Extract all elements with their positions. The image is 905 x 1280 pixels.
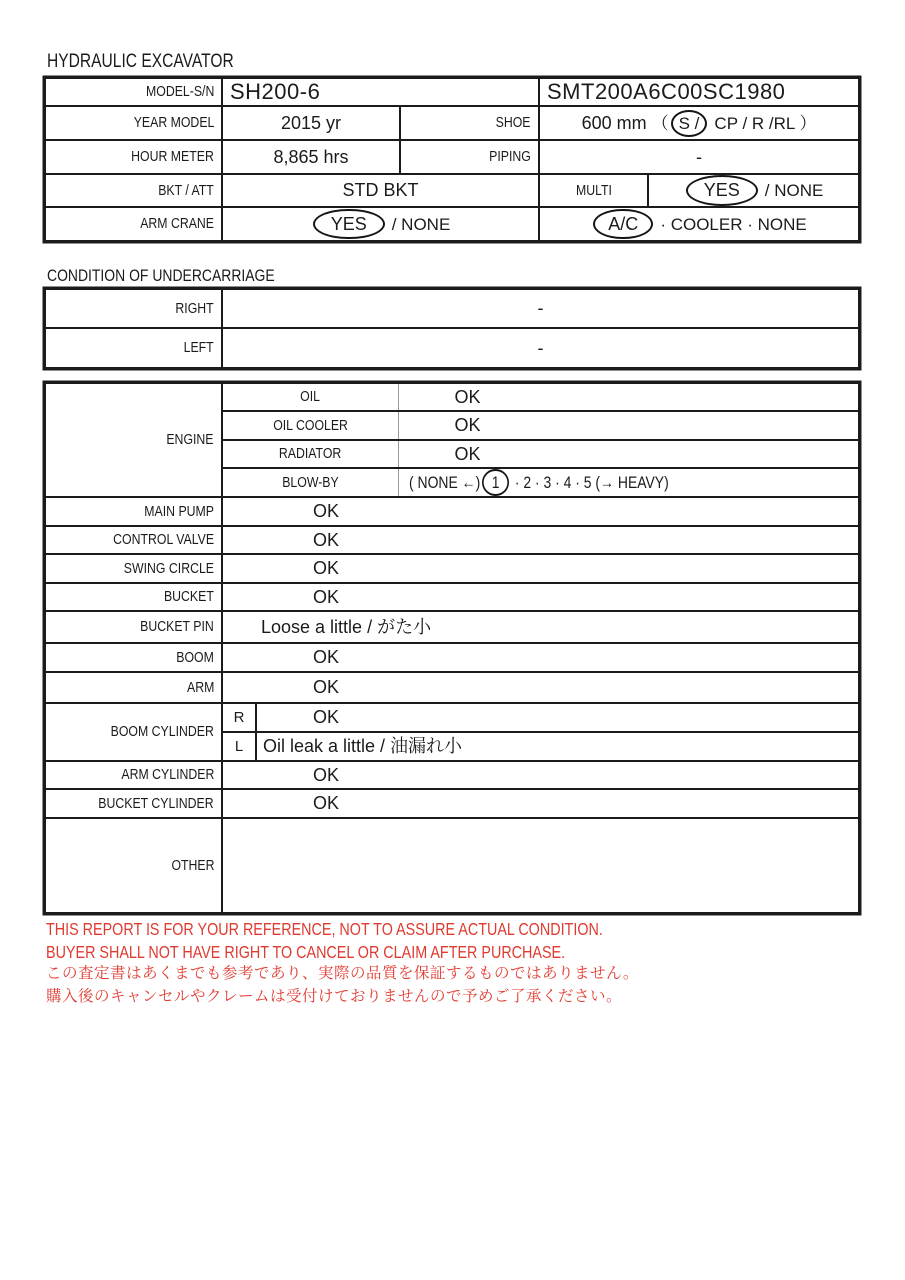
left-track-label: LEFT [45,328,222,368]
serial-value: SMT200A6C00SC1980 [539,78,859,106]
piping-value: - [539,140,859,174]
circled-shoe-option: S / [671,110,708,138]
engine-oil-row [45,383,859,411]
table-row [45,761,859,789]
table-row [45,328,859,368]
spec-row-year-shoe [45,106,859,140]
swing-circle-value: OK [222,554,859,583]
engine-radiator-value: OK [398,440,859,468]
table-row [45,289,859,328]
right-track-value: - [222,289,859,328]
other-label: OTHER [45,818,222,913]
right-track-label: RIGHT [45,289,222,328]
boom-cylinder-l-value: Oil leak a little / 油漏れ小 [256,732,859,761]
blowby-scale: ( NONE ←) 1 · 2 · 3 · 4 · 5 (→ HEAVY) [398,468,859,497]
spec-row-hour-piping [45,140,859,174]
table-row [45,497,859,526]
table-row [45,526,859,554]
boom-cylinder-l-label: L [222,732,256,761]
model-value: SH200-6 [222,78,539,106]
bucket-cylinder-label: BUCKET CYLINDER [45,789,222,818]
arm-crane-value: YES / NONE [222,207,539,241]
swing-circle-label: SWING CIRCLE [45,554,222,583]
arm-cylinder-value: OK [222,761,859,789]
table-row [45,611,859,643]
shoe-label: SHOE [400,106,539,140]
ac-cooler-value: A/C · COOLER · NONE [539,207,859,241]
page-title [47,51,275,73]
spec-table [44,77,860,242]
control-valve-value: OK [222,526,859,554]
bkt-att-value: STD BKT [222,174,539,207]
table-row [45,789,859,818]
arm-label: ARM [45,672,222,703]
disclaimer-line-jp-1: この査定書はあくまでも参考であり、実際の品質を保証するものではありません。 [46,965,639,982]
bucket-label: BUCKET [45,583,222,611]
spec-row-model [45,78,859,106]
disclaimer-line-en-2: BUYER SHALL NOT HAVE RIGHT TO CANCEL OR CLAIM AFTER PURCHASE. [46,941,566,962]
bucket-pin-value: Loose a little / がた小 [222,611,859,643]
undercarriage-title: CONDITION OF UNDERCARRIAGE [47,266,275,285]
piping-label: PIPING [400,140,539,174]
model-sn-label: MODEL-S/N [45,78,222,106]
spec-row-bkt-multi [45,174,859,207]
engine-oilcooler-label: OIL COOLER [222,411,398,440]
left-track-value: - [222,328,859,368]
table-row [45,643,859,672]
main-pump-value: OK [222,497,859,526]
circled-ac: A/C [593,209,653,240]
boom-cylinder-label: BOOM CYLINDER [45,703,222,761]
multi-value: YES / NONE [648,174,859,207]
page-title-text: HYDRAULIC EXCAVATOR [47,51,234,72]
engine-oil-label: OIL [222,383,398,411]
circled-armcrane-yes: YES [313,209,385,240]
arm-value: OK [222,672,859,703]
engine-oil-value: OK [398,383,859,411]
arm-crane-label: ARM CRANE [45,207,222,241]
table-row [45,672,859,703]
year-model-value: 2015 yr [222,106,400,140]
blowby-label: BLOW-BY [222,468,398,497]
other-value [222,818,859,913]
bkt-att-label: BKT / ATT [45,174,222,207]
boom-cylinder-r-value: OK [256,703,859,732]
table-row [45,554,859,583]
engine-radiator-label: RADIATOR [222,440,398,468]
bucket-cylinder-value: OK [222,789,859,818]
boom-value: OK [222,643,859,672]
bucket-pin-label: BUCKET PIN [45,611,222,643]
circled-blowby-1: 1 [481,469,508,497]
arm-cylinder-label: ARM CYLINDER [45,761,222,789]
year-model-label: YEAR MODEL [45,106,222,140]
boom-label: BOOM [45,643,222,672]
hour-meter-value: 8,865 hrs [222,140,400,174]
control-valve-label: CONTROL VALVE [45,526,222,554]
bucket-value: OK [222,583,859,611]
inspection-table [44,382,860,914]
disclaimer-line-en-1: THIS REPORT IS FOR YOUR REFERENCE, NOT TO ASSURE ACTUAL CONDITION. [46,919,603,939]
undercarriage-table [44,288,860,369]
other-row [45,818,859,913]
circled-multi-yes: YES [686,175,758,206]
boom-cylinder-r-label: R [222,703,256,732]
table-row [45,583,859,611]
main-pump-label: MAIN PUMP [45,497,222,526]
engine-label: ENGINE [45,383,222,497]
hour-meter-label: HOUR METER [45,140,222,174]
engine-oilcooler-value: OK [398,411,859,440]
boom-cylinder-r-row [45,703,859,732]
spec-row-armcrane-ac [45,207,859,241]
disclaimer [46,918,725,1008]
shoe-value: 600 mm （ S / CP / R /RL ） [539,106,859,140]
disclaimer-line-jp-2: 購入後のキャンセルやクレームは受付けておりませんので予めご了承ください。 [46,987,623,1005]
multi-label: MULTI [539,174,648,207]
